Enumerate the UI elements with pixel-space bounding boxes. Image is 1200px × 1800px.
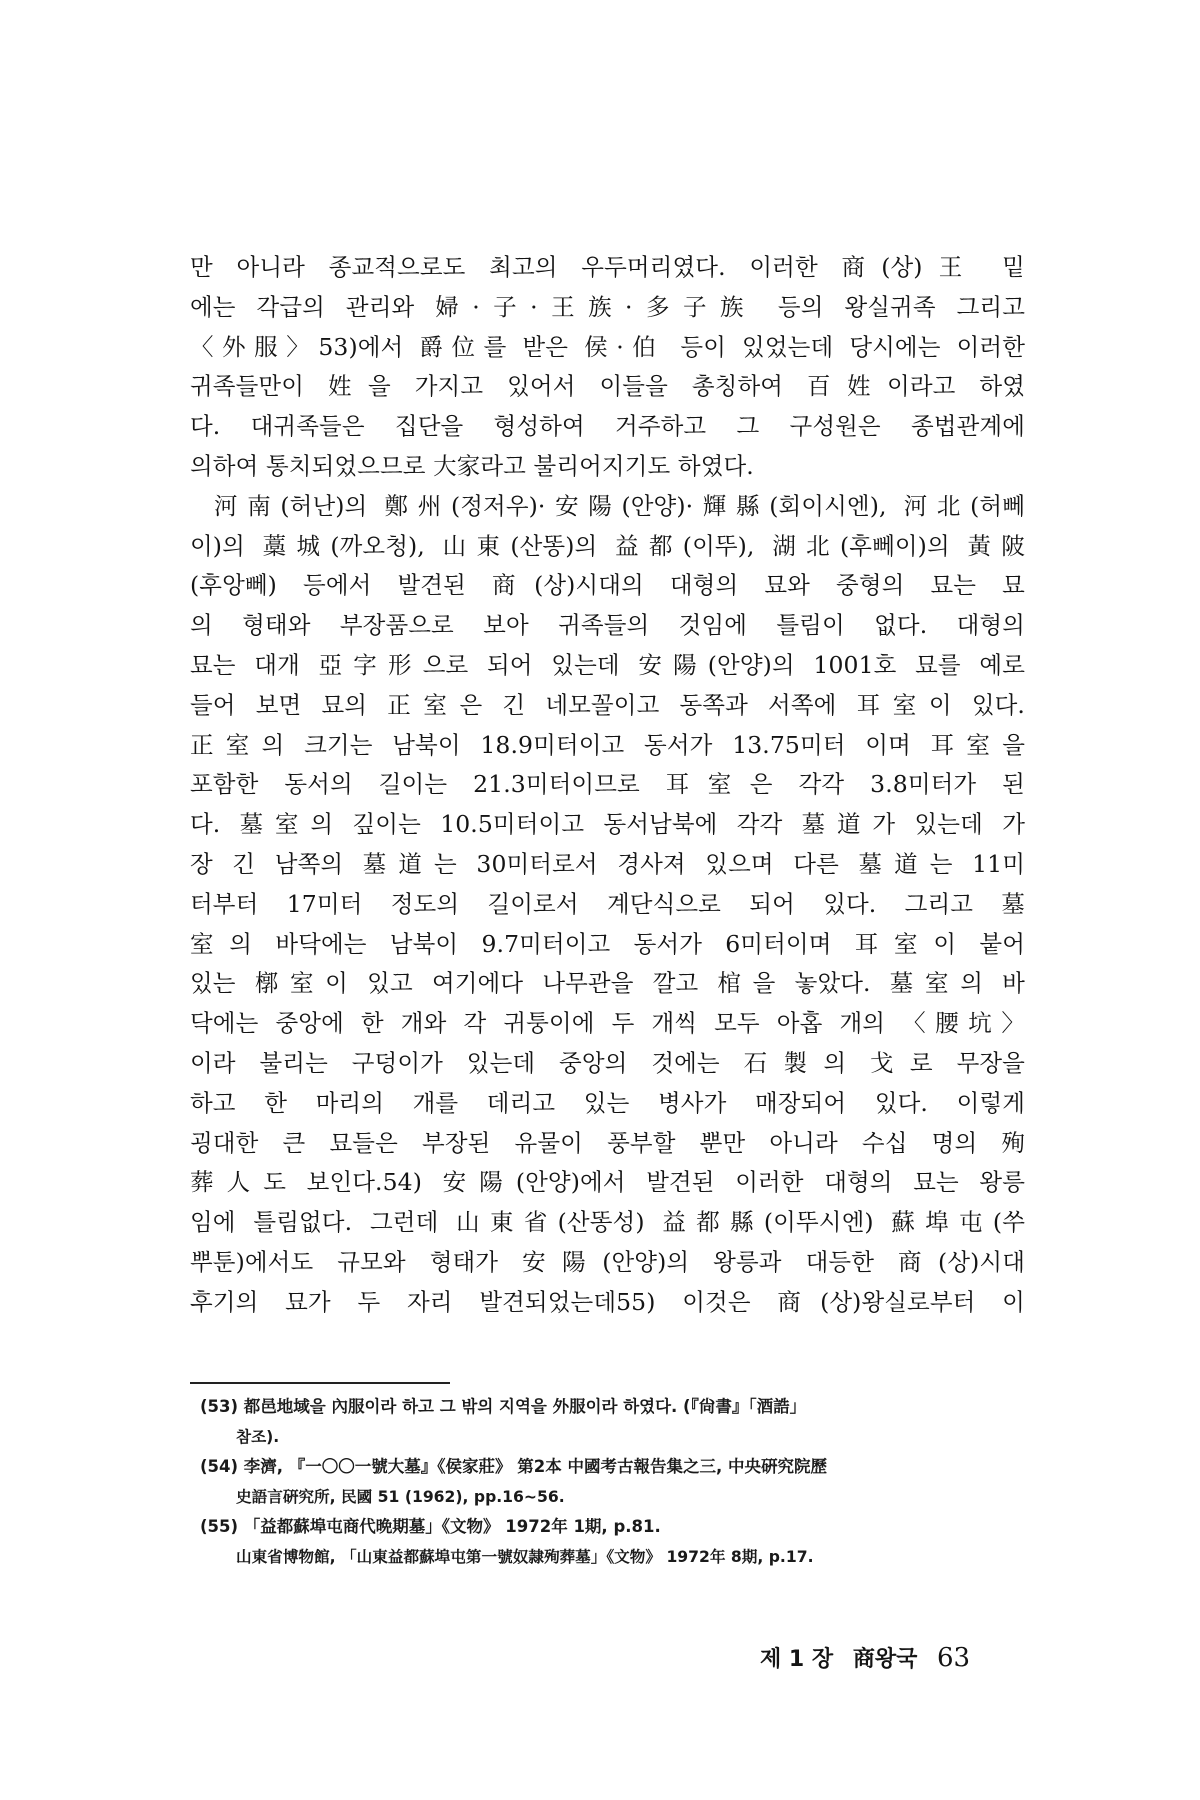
text-line: 正室의 크기는 남북이 18.9미터이고 동서가 13.75미터 이며 耳室을: [190, 730, 1025, 759]
text-line: 귀족들만이 姓을 가지고 있어서 이들을 총칭하여 百姓이라고 하였: [190, 372, 1025, 401]
footnote-divider: [190, 1382, 450, 1384]
text-line: 에는 각급의 관리와 婦·子·王族·多子族 등의 왕실귀족 그리고: [190, 292, 1025, 321]
chapter-title: 商왕국: [852, 1647, 918, 1672]
text-line: 〈外服〉53)에서 爵位를 받은 侯·伯 등이 있었는데 당시에는 이러한: [190, 332, 1025, 361]
text-line: 장 긴 남쪽의 墓道는 30미터로서 경사져 있으며 다른 墓道는 11미: [190, 849, 1025, 878]
text-line: 葬人도 보인다.54) 安陽(안양)에서 발견된 이러한 대형의 묘는 왕릉: [190, 1168, 1025, 1197]
text-line: 굉대한 큰 묘들은 부장된 유물이 풍부할 뿐만 아니라 수십 명의 殉: [190, 1128, 1025, 1157]
text-line: 임에 틀림없다. 그런데 山東省(산똥성) 益都縣(이뚜시엔) 蘇埠屯(쑤: [190, 1208, 1025, 1237]
page-number: 63: [937, 1643, 971, 1673]
text-line: 묘는 대개 亞字形으로 되어 있는데 安陽(안양)의 1001호 묘를 예로: [190, 650, 1025, 679]
footnote-55: (55) 「益都蘇埠屯商代晩期墓」《文物》 1972年 1期, p.81.: [200, 1517, 661, 1536]
text-line: 하고 한 마리의 개를 데리고 있는 병사가 매장되어 있다. 이렇게: [190, 1088, 1025, 1117]
text-line: 이라 불리는 구덩이가 있는데 중앙의 것에는 石製의 戈로 무장을: [190, 1048, 1025, 1077]
text-line: 다. 대귀족들은 집단을 형성하여 거주하고 그 구성원은 종법관계에: [190, 412, 1025, 441]
text-line: 터부터 17미터 정도의 길이로서 계단식으로 되어 있다. 그리고 墓: [190, 889, 1025, 918]
footnote-53-continued: 참조).: [236, 1428, 280, 1446]
text-line: 닥에는 중앙에 한 개와 각 귀퉁이에 두 개씩 모두 아홉 개의 〈腰坑〉: [190, 1009, 1025, 1038]
text-line: (후앙뻬) 등에서 발견된 商(상)시대의 대형의 묘와 중형의 묘는 묘: [190, 571, 1025, 600]
footnotes: [200, 1392, 1030, 1572]
chapter-label: 제 1 장: [760, 1647, 834, 1672]
text-line: 포함한 동서의 길이는 21.3미터이므로 耳室은 각각 3.8미터가 된: [190, 770, 1025, 799]
text-line: 뿌툰)에서도 규모와 형태가 安陽(안양)의 왕릉과 대등한 商(상)시대: [190, 1247, 1025, 1276]
text-line: 의하여 통치되었으므로 大家라고 불리어지기도 하였다.: [190, 451, 754, 480]
text-line: 있는 槨室이 있고 여기에다 나무관을 깔고 棺을 놓았다. 墓室의 바: [190, 969, 1025, 998]
text-line: 이)의 藁城(까오청), 山東(산똥)의 益都(이뚜), 湖北(후뻬이)의 黃陂: [190, 531, 1025, 560]
footnote-55-continued: 山東省博物館, 「山東益都蘇埠屯第一號奴隷殉葬墓」《文物》 1972年 8期, p.17.: [236, 1548, 814, 1566]
text-line: 후기의 묘가 두 자리 발견되었는데55) 이것은 商(상)왕실로부터 이: [190, 1287, 1025, 1316]
footnote-54: (54) 李濟, 『一〇〇一號大墓』《侯家莊》 第2本 中國考古報告集之三, 中央硏究院歷: [200, 1457, 828, 1476]
text-line: 들어 보면 묘의 正室은 긴 네모꼴이고 동쪽과 서쪽에 耳室이 있다.: [190, 690, 1025, 719]
text-line: 室의 바닥에는 남북이 9.7미터이고 동서가 6미터이며 耳室이 붙어: [190, 929, 1025, 958]
text-line: 만 아니라 종교적으로도 최고의 우두머리였다. 이러한 商(상)王 밑: [190, 253, 1025, 281]
page-footer: [760, 1642, 1010, 1673]
text-line: 다. 墓室의 깊이는 10.5미터이고 동서남북에 각각 墓道가 있는데 가: [190, 810, 1025, 839]
footnote-54-continued: 史語言硏究所, 民國 51 (1962), pp.16~56.: [236, 1488, 565, 1506]
text-line: 河南(허난)의 鄭州(정저우)·安陽(안양)·輝縣(회이시엔), 河北(허뻬: [214, 491, 1025, 520]
body-text: [190, 248, 1025, 1323]
text-line: 의 형태와 부장품으로 보아 귀족들의 것임에 틀림이 없다. 대형의: [190, 611, 1025, 640]
footnote-53: (53) 都邑地域을 內服이라 하고 그 밖의 지역을 外服이라 하였다. (『尙書』「酒誥」: [200, 1397, 807, 1416]
